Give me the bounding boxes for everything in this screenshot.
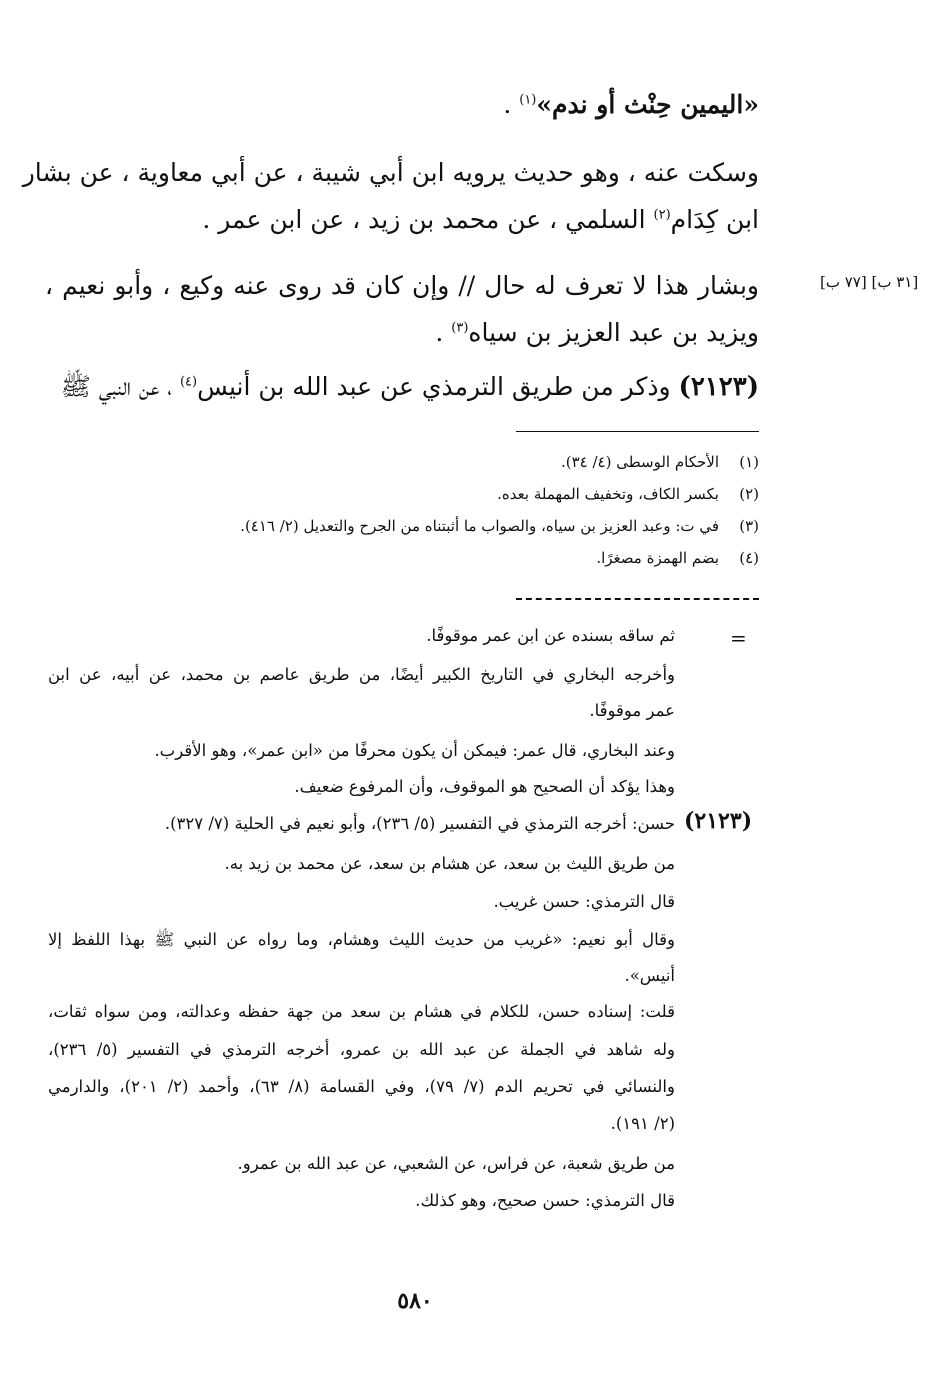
footnote-text: الأحكام الوسطى (٤/ ٣٤). [560, 453, 719, 471]
hadith-quote: «اليمين حِنْث أو ندم» [536, 90, 759, 119]
commentary-line: قال الترمذي: حسن غريب. [493, 892, 675, 911]
commentary-line: أنيس». [624, 966, 675, 985]
main-text-line-6 [61, 370, 759, 404]
footnote-text: بضم الهمزة مصغرًا. [596, 549, 719, 567]
main-text-line-1 [503, 88, 759, 122]
footnote-ref-2: (٢) [653, 207, 671, 223]
commentary-separator [516, 598, 759, 600]
commentary-line: وهذا يؤكد أن الصحيح هو الموقوف، وأن المرفوع ضعيف. [294, 777, 675, 796]
footnote-ref-3: (٣) [451, 320, 469, 336]
footnote-text: بكسر الكاف، وتخفيف المهملة بعده. [497, 485, 719, 503]
sentence-end: . [435, 318, 452, 347]
commentary-line: والنسائي في تحريم الدم (٧/ ٧٩)، وفي القسامة (٨/ ٦٣)، وأحمد (٢/ ٢٠١)، والدارمي [48, 1077, 675, 1096]
main-text-line-4: وبشار هذا لا تعرف له حال // وإن كان قد روى عنه وكيع ، وأبو نعيم ، [45, 271, 759, 300]
narrator-name: ويزيد بن عبد العزيز بن سياه [468, 318, 759, 347]
commentary-line: وعند البخاري، قال عمر: فيمكن أن يكون محرفًا من «ابن عمر»، وهو الأقرب. [154, 741, 675, 760]
commentary-line: وله شاهد في الجملة عن عبد الله بن عمرو، أخرجه الترمذي في التفسير (٥/ ٢٣٦)، [48, 1040, 675, 1059]
chain-text: السلمي ، عن محمد بن زيد ، عن ابن عمر . [202, 205, 654, 234]
sentence-end: . [503, 90, 520, 119]
commentary-line: (٢/ ١٩١). [610, 1114, 675, 1133]
footnote-2 [497, 481, 759, 507]
hadith-intro-end: ، عن النبي ﷺ [60, 372, 180, 401]
hadith-number: (٢١٢٣) [678, 372, 759, 402]
continuation-marker: = [730, 626, 747, 650]
footnote-separator [516, 431, 759, 432]
main-text-line-2: وسكت عنه ، وهو حديث يرويه ابن أبي شيبة ، عن أبي معاوية ، عن بشار [22, 158, 759, 187]
commentary-line: حسن: أخرجه الترمذي في التفسير (٥/ ٢٣٦)، وأبو نعيم في الحلية (٧/ ٣٢٧). [164, 814, 675, 833]
commentary-line: وقال أبو نعيم: «غريب من حديث الليث وهشام، وما رواه عن النبي ﷺ بهذا اللفظ إلا [48, 930, 675, 949]
hadith-intro: وذكر من طريق الترمذي عن عبد الله بن أنيس [197, 372, 679, 401]
commentary-line: عمر موقوفًا. [589, 701, 675, 720]
footnote-number: (١) [739, 453, 759, 471]
footnote-text: في ت: وعبد العزيز بن سياه، والصواب ما أثبتناه من الجرح والتعديل (٢/ ٤١٦). [240, 517, 719, 535]
commentary-line: ثم ساقه بسنده عن ابن عمر موقوفًا. [426, 626, 675, 645]
commentary-line: قلت: إسناده حسن، للكلام في هشام بن سعد من جهة حفظه وعدالته، ومن سواه ثقات، [48, 1002, 675, 1021]
footnote-ref-4: (٤) [179, 374, 198, 390]
main-text-line-5 [435, 316, 759, 350]
footnote-number: (٢) [739, 485, 759, 503]
commentary-line: من طريق شعبة، عن فراس، عن الشعبي، عن عبد الله بن عمرو. [237, 1154, 675, 1173]
main-text-line-3 [202, 203, 759, 237]
footnote-number: (٣) [739, 517, 759, 535]
commentary-line: وأخرجه البخاري في التاريخ الكبير أيضًا، من طريق عاصم بن محمد، عن أبيه، عن ابن [48, 665, 675, 684]
manuscript-folio-ref: [٣١ ب] [٧٧ ب] [820, 273, 919, 291]
commentary-line: قال الترمذي: حسن صحيح، وهو كذلك. [415, 1191, 675, 1210]
footnote-1 [561, 449, 759, 475]
commentary-line: من طريق الليث بن سعد، عن هشام بن سعد، عن محمد بن زيد به. [224, 854, 675, 873]
narrator-name: ابن كِدَام [670, 205, 759, 234]
footnote-4 [596, 545, 759, 571]
footnote-number: (٤) [739, 549, 759, 567]
commentary-hadith-number: (٢١٢٣) [684, 808, 753, 834]
footnote-ref-1: (١) [519, 92, 537, 108]
footnote-3 [240, 513, 759, 539]
page-number: ٥٨٠ [397, 1288, 433, 1314]
